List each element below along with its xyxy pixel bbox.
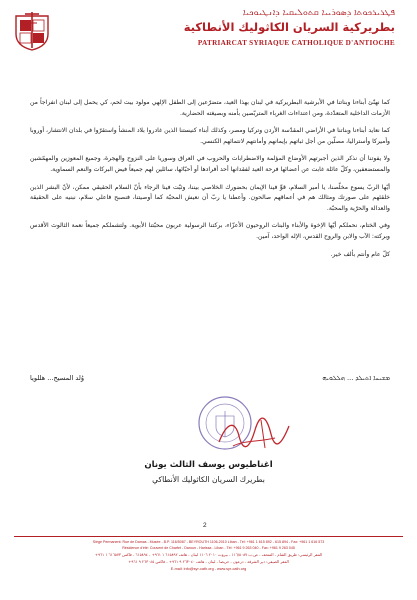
signatory-name: اغناطيوس يوسف الثالث يونان [144,460,273,470]
paragraph: كما نهنّئ أبناءنا وبناتنا في الأبرشية البطريركية في لبنان بهذا العيد، متضرّعين إلى الطفل الإلهي مولود بيت لحم، كي يحمل إلى لبنان انفراجاً من الأزمات الداخلية المتعدّدة، ومن اعتداءات الغرباء المتربّصين بأمنه وبصيغته الحضارية. [30,99,390,117]
header-syriac-title: ܦܛܪܝܪܟܘܬܐ ܕܣܘܪܝܝܐ ܩܬܘܠܝܩܝܐ ܕܐܢܛܝܘܟܝܐ [242,8,395,18]
greeting-line: كلّ عام وأنتم بألف خير. [330,250,390,258]
footer-divider [14,536,403,537]
patriarchate-coat-of-arms-icon [12,10,52,52]
handwritten-signature-icon [215,412,293,456]
page-number: 2 [203,522,207,529]
paragraph: وفي الختام، نحملكم أيّها الإخوة والأبناء والبنات الروحيون الأعزّاء، بركتنا الرسولية عربون محبّتنا الأبوية. ولتشملكم جميعاً نعمة الثالوث الأقدس وبركته: الآب والابن والروح القدس، الإله الواحد، آمين. [30,222,390,240]
footer-contact-line: E-mail: info@syr-cath.org - www.syr-cath.org [170,567,247,571]
footer-address-line: Siège Permanent: Rue de Damas - Musée - B.P. 116/5087 - BEYROUTH 1106-2010 Liban - Tél: +961 1 615 892 - 615 894 - Fax: +961 1 616 573 [92,540,325,544]
closing-syriac: ܡܫܝܚܐ ܐܬܝܠܕ ... ܗܠܠܘܝܗ [322,374,390,382]
closing-arabic: وُلد المسيح... هللويا [30,374,85,382]
footer-address-line: Résidence d'été: Couvent de Charfet - Daroun - Harissa - Liban - Tél: +961 9 263 040 - Fax: +961 9 263 045 [122,546,295,550]
signatory-title: بطريرك السريان الكاثوليك الأنطاكي [152,475,265,484]
letter-body [30,98,390,267]
paragraph: ولا يفوتنا أن نذكر الذين أجبرتهم الأوضاع المؤلمة والاضطرابات والحروب في العراق وسوريا على النزوح والهجرة، وجميع المعوزين والمهمّشين والمستضعفين، وكلّ عائلة غابت عن أعضائها فرحة العيد لفقدانها أحد أفرادها أو أحبّائها، سائلين لهم جميعاً فيض البركات والنعم السماوية. [30,155,390,173]
header-french-title: PATRIARCAT SYRIAQUE CATHOLIQUE D'ANTIOCHE [197,39,395,47]
footer-address-line: المقر الصيفي: دير الشرفة - درعون - حريصا - لبنان - هاتف ٢٦٣٠٤٠ ٩ ٩٦١+ - فاكس ٢٦٣٠٤٥ ٩ ٩٦١+ [128,559,289,564]
paragraph: كما نعايد أبناءنا وبناتنا في الأراضي المقدّسة الأردن وتركيا ومصر، وكذلك أبناء كنيستنا الذين غادروا بلاد المنشأ واستقرّوا في بلدان الانتشار، أوروبا وأميركا وأستراليا، مصلّين من أجل ثباتهم بإيمانهم وأمانتهم لانتمائهم الكنسي. [30,127,390,145]
paragraph: أيّها الربّ يسوع مخلّصنا، يا أمير السلام، قوِّ فينا الإيمان بحضورك الخلاصي بيننا، وثبّت فينا الرجاء بأنّ السلام الحقيقي ممكن، لأنّ البشر الذين خلقتَهم على صورتك ومثالك هم في أعماقهم صالحون. وأعطنا يا ربّ أن نعيش المحبّة كما أوصيتنا، فنصبح فاعلي سلام، نبنيه على الحقيقة والعدالة والحرّية والمحبّة. [30,183,390,212]
closing-salutation-row [30,374,390,388]
header-arabic-title: بطريركية السريان الكاثوليك الأنطاكية [183,20,395,34]
footer-address-line: المقر الرئيسي: طريق الشام - المتحف - ص.ب ١١٦/٥٠٨٧ - بيروت ٢٠١٠ ١١٠٦ لبنان - هاتف ٦١٥٨٩٢ ١ ٩٦١+ - ٦١٥٨٩٤ - فاكس ٦١٦٥٧٣ ١ ٩٦١+ [94,552,323,557]
